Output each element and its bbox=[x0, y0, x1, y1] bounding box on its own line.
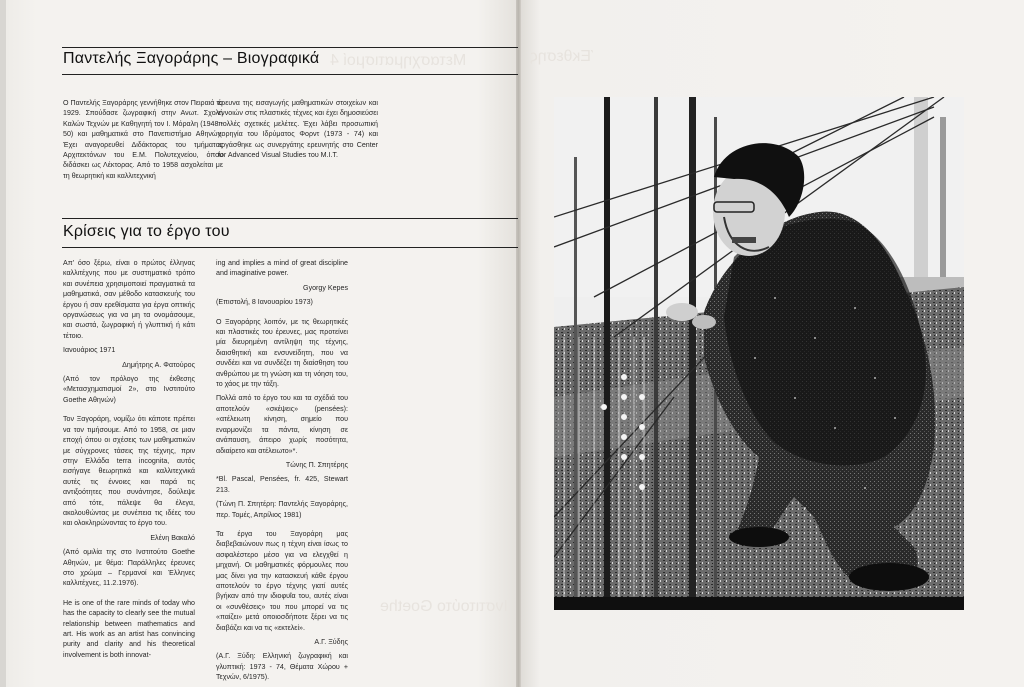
review-kafourou-text: Απ' όσο ξέρω, είναι ο πρώτος έλληνας καλλιτέχνης που με συστηματικό τρόπο και συνέπεια χρησιμοποιεί πραγματικά τα μαθηματικά, σαν μέθοδο κατασκευής του έργου ή σαν ερεθίσματα για έργα οπτικής οργανώσεως για να μη τα ονομάσουμε, και σωστά, ζωγραφική ή γλυπτική ή κάτι τέτοιο. bbox=[63, 259, 195, 340]
show-through-text: Ινστιτούτο Goethe bbox=[380, 598, 508, 615]
review-source: (Α.Γ. Ξύδη: Ελληνική ζωγραφική και γλυπτική: 1973 - 74, Θέματα Χώρου + Τεχνών, 6/1975). bbox=[216, 652, 348, 682]
biography-text-2: έρευνα της εισαγωγής μαθηματικών στοιχείων και εννοιών στις πλαστικές τέχνες και έχει δημοσιεύσει πολλές σχετικές μελέτες. Έχει λάβει προσωπική χορηγία του Ιδρύματος Φορντ (1973 - 74) και εργάσθηκε ως συνεργάτης ερευνητής στο Center for Advanced Visual Studies του M.I.T. bbox=[218, 99, 378, 160]
review-spiteris-text-2: Πολλά από το έργο του και τα σχέδιά του αποτελούν «σκέψεις» (pensées): «ατέλειωτη κίνηση, σημείο που εναρμονίζει τα πάντα, κίνηση σε ανάπαυση, άπειρο χωρίς ποσότητα, αδιαίρετο και ατέλειωτο»*. bbox=[216, 394, 348, 455]
review-author: Α.Γ. Ξύδης bbox=[314, 638, 348, 646]
review-xydis-text: Τα έργα του Ξαγοράρη μας διαβεβαιώνουν πως η τέχνη είναι ίσως το ασφαλέστερο μέσο για να ελεγχθεί η μηχανή. Οι μαθηματικές φόρμουλες που μας δίνει για την κατασκευή κάθε έργου αποτελούν το έργο τέχνης γιατί αυτές βγήκαν από την ιδιοφυΐα του, αυτές είναι οι «συνθέσεις» του που μπορεί να τις «παίζει» μετά οποιοσδήποτε ξέρει να τις διαβάζει και να τις «εκτελεί». bbox=[216, 529, 348, 632]
artist-photo bbox=[554, 97, 964, 610]
reviews-column-2 bbox=[216, 258, 348, 687]
review-vakalo-text: Τον Ξαγοράρη, νομίζω ότι κάποτε πρέπει να τον τιμήσουμε. Από το 1958, σε μιαν εποχή όπου οι σχέσεις των μαθηματικών με σύγχρονες τάσεις της τέχνης, πριν στην Ελλάδα terra incognita, αυτός εισήγαγε θεωρητικά και καλλιτεχνικά αυτές τις έννοιες και παρά τις αντιξοότητες που συνάντησε, δούλεψε από τότε, πάλεψε θα έλεγα, ακολουθώντας με συνέπεια τις ιδέες του και ολοκληρώνοντας το έργο του. bbox=[63, 415, 195, 528]
biography-bottom-rule bbox=[62, 74, 518, 75]
review-date: Ιανουάριος 1971 bbox=[63, 346, 116, 355]
show-through-text: Μετασχηματισμοί 4 bbox=[330, 52, 467, 69]
review-source: (Επιστολή, 8 Ιανουαρίου 1973) bbox=[216, 298, 313, 307]
review-spiteris-text: Ο Ξαγοράρης λοιπόν, με τις θεωρητικές και πλαστικές του έρευνες, μας προτείνει μία διευρημένη αντίληψη της τέχνης, διαισθητική και ενσυνείδητη, που να συνδέει και να συνδέζει τη διαίσθηση του ανθρώπου με τη γνώση και τη νόηση του, το χάος με την τάξη. bbox=[216, 317, 348, 389]
review-source: (Από τον πρόλογο της έκθεσης «Μετασχηματισμοί 2», στο Ινστιτούτο Goethe Αθηνών) bbox=[63, 375, 195, 404]
reviews-title: Κρίσεις για το έργο του bbox=[63, 223, 230, 240]
book-gutter bbox=[516, 0, 521, 687]
artist-photo-illustration bbox=[554, 97, 964, 610]
review-author: Gyorgy Kepes bbox=[303, 283, 348, 292]
review-footnote: *Bl. Pascal, Pensées, fr. 425, Stewart 213. bbox=[216, 475, 348, 494]
review-author: Δημήτρης Α. Φατούρος bbox=[122, 360, 195, 369]
biography-column-2 bbox=[218, 98, 378, 164]
reviews-column-1 bbox=[63, 258, 195, 664]
review-author: Ελένη Βακαλό bbox=[150, 533, 195, 542]
review-kepes-text-cont: ing and implies a mind of great discipline and imaginative power. bbox=[216, 259, 348, 278]
show-through-text: Έκθεσης bbox=[530, 48, 593, 65]
biography-text-1: Ο Παντελής Ξαγοράρης γεννήθηκε στον Πειραιά το 1929. Σπούδασε ζωγραφική στην Ανωτ. Σχολή Καλών Τεχνών με Καθηγητή τον Ι. Μόραλη (1948 - 50) και μαθηματικά στο Πανεπιστήμιο Αθηνών. Έχει αναγορευθεί Διδάκτορας του τμήματος Αρχιτεκτόνων του Ε.Μ. Πολυτεχνείου, όπου διδάσκει ως Λέκτορας. Από το 1958 ασχολείται με τη θεωρητική και καλλιτεχνική bbox=[63, 99, 223, 180]
reviews-bottom-rule bbox=[62, 247, 518, 248]
biography-top-rule bbox=[62, 47, 518, 48]
review-author: Τώνης Π. Σπητέρης bbox=[285, 460, 348, 469]
biography-title: Παντελής Ξαγοράρης – Βιογραφικά bbox=[63, 50, 320, 67]
review-source: (Τώνη Π. Σπητέρη: Παντελής Ξαγοράρης, περ. Τομές, Απρίλιος 1981) bbox=[216, 500, 348, 519]
review-source: (Από ομιλία της στο Ινστιτούτο Goethe Αθηνών, με θέμα: Παράλληλες έρευνες στο χρώμα – Γερμανοί και Έλληνες καλλιτέχνες, 11.2.1976). bbox=[63, 548, 195, 588]
review-kepes-text: He is one of the rare minds of today who has the capacity to clearly see the mutual relationship between mathematics and art. His work as an artist has convincing purity and clarity and his theoretical involvement is both innovat- bbox=[63, 598, 195, 659]
biography-column-1 bbox=[63, 98, 223, 185]
reviews-top-rule bbox=[62, 218, 518, 219]
